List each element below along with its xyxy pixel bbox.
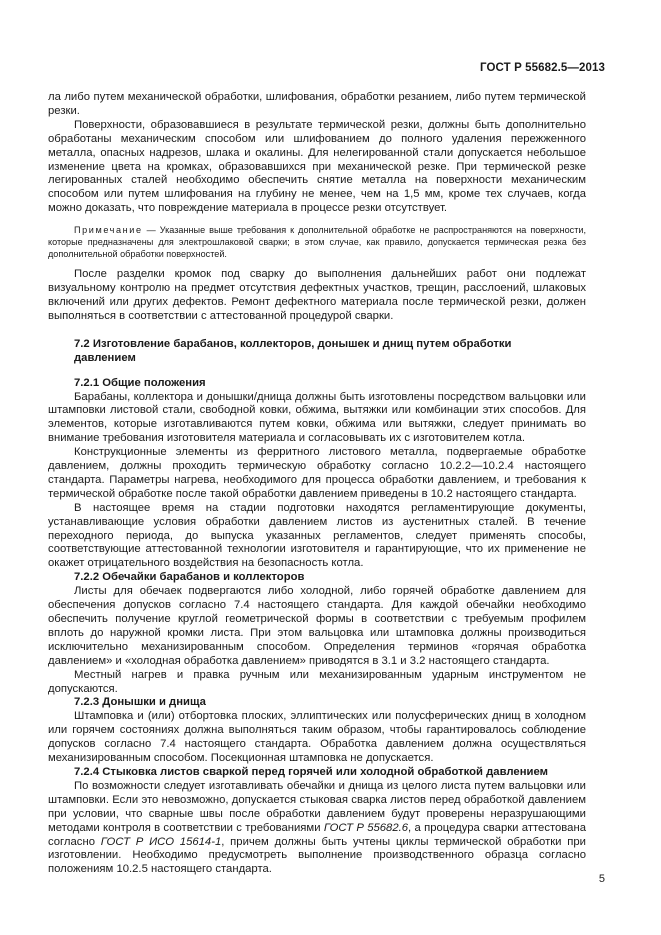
paragraph-7-2-4 xyxy=(48,780,586,877)
subsection-heading-7-2-2: 7.2.2 Обечайки барабанов и коллекторов xyxy=(74,571,305,584)
document-header-code: ГОСТ Р 55682.5—2013 xyxy=(480,62,605,74)
standard-reference-iso-15614-1: ГОСТ Р ИСО 15614-1 xyxy=(100,835,222,848)
section-heading-7-2: 7.2 Изготовление барабанов, коллекторов, донышек и днищ путем обработки давлением xyxy=(74,337,512,364)
paragraph-7-2-3: Штамповка и (или) отбортовка плоских, эллиптических или полусферических днищ в холодном или горячем состояниях должна выполняться таким образом, чтобы гарантировалось соблюдение допусков согласно 7.4 настоящего стандарта. Обработка давлением должна осуществляться механизированным способом. Посекционная штамповка не допускается. xyxy=(48,710,586,765)
paragraph-7-2-2-b: Местный нагрев и правка ручным или механизированным ударным инструментом не допускаются. xyxy=(48,668,586,695)
subsection-heading-7-2-4: 7.2.4 Стыковка листов сваркой перед горячей или холодной обработкой давлением xyxy=(74,765,548,778)
paragraph-7-2-1-b: Конструкционные элементы из ферритного листового металла, подвергаемые обработке давлением, должны проходить термическую обработку согласно 10.2.2—10.2.4 настоящего стандарта. Параметры нагрева, необходимого для процесса обработки давлением, и требования к термической обработке после такой обработки давлением приведены в 10.2 настоящего стандарта. xyxy=(48,446,586,500)
paragraph-7-2-2-a: Листы для обечаек подвергаются либо холодной, либо горячей обработке давлением для обеспечения допусков согласно 7.4 настоящего стандарта. Для каждой обечайки необходимо обеспечить получение круглой геометрической формы в соответствии с требуемым профилем вплоть до наружной кромки листа. При этом вальцовка или штамповка должны производиться исключительно механизированным способом. Определения терминов «горячая обработка давлением» и «холодная обработка давлением» приводятся в 3.1 и 3.2 настоящего стандарта. xyxy=(48,585,586,667)
paragraph-after-cut: После разделки кромок под сварку до выполнения дальнейших работ они подлежат визуальному контролю на предмет отсутствия дефектных участков, трещин, расслоений, шлаковых включений или других дефектов. Ремонт дефектного материала после термической резки, должен выполняться в соответствии с аттестованной процедурой сварки. xyxy=(48,268,586,322)
paragraph-7-2-4-part-b: , а процедура сварки аттестована согласно xyxy=(48,821,586,848)
note-text: — Указанные выше требования к дополнительной обработке не распространяются на поверхности, которые предназначены для электрошлаковой сварки; в этом случае, как правило, допускается термическая резка без дополнительной обработки поверхностей. xyxy=(48,225,586,260)
paragraph-surfaces: Поверхности, образовавшиеся в результате термической резки, должны быть дополнительно обработаны механическим способом или шлифованием до полного удаления пережженного металла, опасных надрезов, шлака и окалины. Для нелегированной стали допускается небольшое изменение цвета на кромках, образовавшихся при механической резке. При термической резке легированных сталей необходимо обеспечить снятие металла на поверхности механическим способом или путем шлифования на глубину не менее, чем на 1,5 мм, кроме тех случаев, когда можно доказать, что повреждение материала в процессе резки отсутствует. xyxy=(48,118,586,215)
paragraph-continuation: ла либо путем механической обработки, шлифования, обработки резанием, либо путем термической резки. xyxy=(48,91,586,117)
subsection-heading-7-2-1: 7.2.1 Общие положения xyxy=(74,376,206,389)
paragraph-7-2-1-a: Барабаны, коллектора и донышки/днища должны быть изготовлены посредством вальцовки или штамповки листовой стали, свободной ковки, обжима, вытяжки или комбинации этих способов. Для элементов, которые изготавливаются путем ковки, обжима или вытяжки, следует принимать во внимание требования изготовителя материала и согласовывать их с изготовителем котла. xyxy=(48,390,586,445)
note-label: Примечание xyxy=(74,225,143,236)
paragraph-7-2-4-part-a: По возможности следует изготавливать обечайки и днища из целого листа путем вальцовки или штамповки. Если это невозможно, допускается стыковая сварка листов перед обработкой давлением при условии, что сварные швы после обработки давлением будут проверены неразрушающими методами контроля в соответствии с требованиями xyxy=(48,779,586,834)
paragraph-7-2-1-c: В настоящее время на стадии подготовки находятся регламентирующие документы, устанавливающие условия обработки давлением листов из аустенитных сталей. В течение переходного периода, до выпуска указанных регламентов, следует применять способы, соответствующие аттестованной технологии изготовителя и гарантирующие, что их применение не окажет отрицательного воздействия на безопасность котла. xyxy=(48,501,586,570)
paragraph-7-2-4-part-c: , причем должны быть учтены циклы термической обработки при изготовлении. Необходимо предусмотреть выполнение производственного образца согласно положениям 10.2.5 настоящего стандарта. xyxy=(48,835,586,876)
note-paragraph xyxy=(48,224,586,260)
subsection-heading-7-2-3: 7.2.3 Донышки и днища xyxy=(74,696,206,709)
standard-reference-gost-55682-6: ГОСТ Р 55682.6 xyxy=(323,821,409,834)
page-body xyxy=(48,91,586,877)
page-number: 5 xyxy=(598,873,605,885)
